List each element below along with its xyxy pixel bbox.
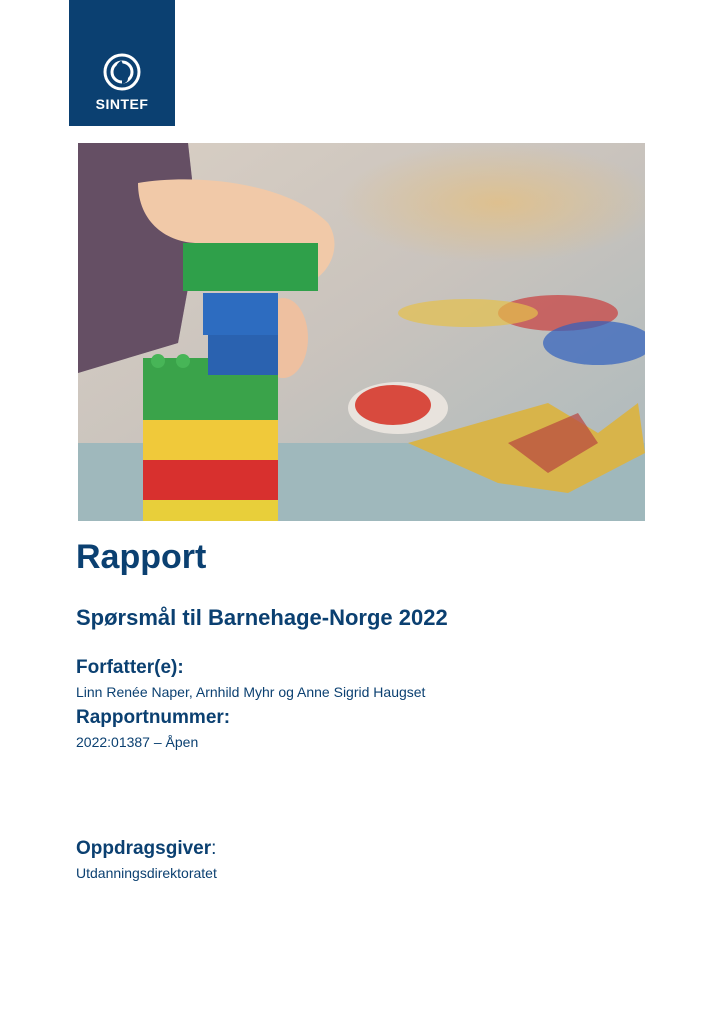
cover-photo bbox=[78, 143, 645, 521]
logo-text: SINTEF bbox=[95, 96, 149, 112]
report-title: Spørsmål til Barnehage-Norge 2022 bbox=[76, 605, 448, 630]
report-type-title: Rapport bbox=[76, 538, 207, 576]
client-label bbox=[76, 838, 216, 860]
authors-value: Linn Renée Naper, Arnhild Myhr og Anne Sigrid Haugset bbox=[76, 684, 426, 700]
report-number-value: 2022:01387 – Åpen bbox=[76, 734, 199, 750]
sintef-logo-icon bbox=[103, 53, 141, 91]
client-label-colon: : bbox=[211, 838, 217, 859]
client-value: Utdanningsdirektoratet bbox=[76, 865, 217, 881]
sintef-logo bbox=[69, 0, 175, 126]
client-label-text: Oppdragsgiver bbox=[76, 838, 212, 859]
report-number-label: Rapportnummer: bbox=[76, 707, 231, 728]
authors-label: Forfatter(e): bbox=[76, 657, 184, 678]
